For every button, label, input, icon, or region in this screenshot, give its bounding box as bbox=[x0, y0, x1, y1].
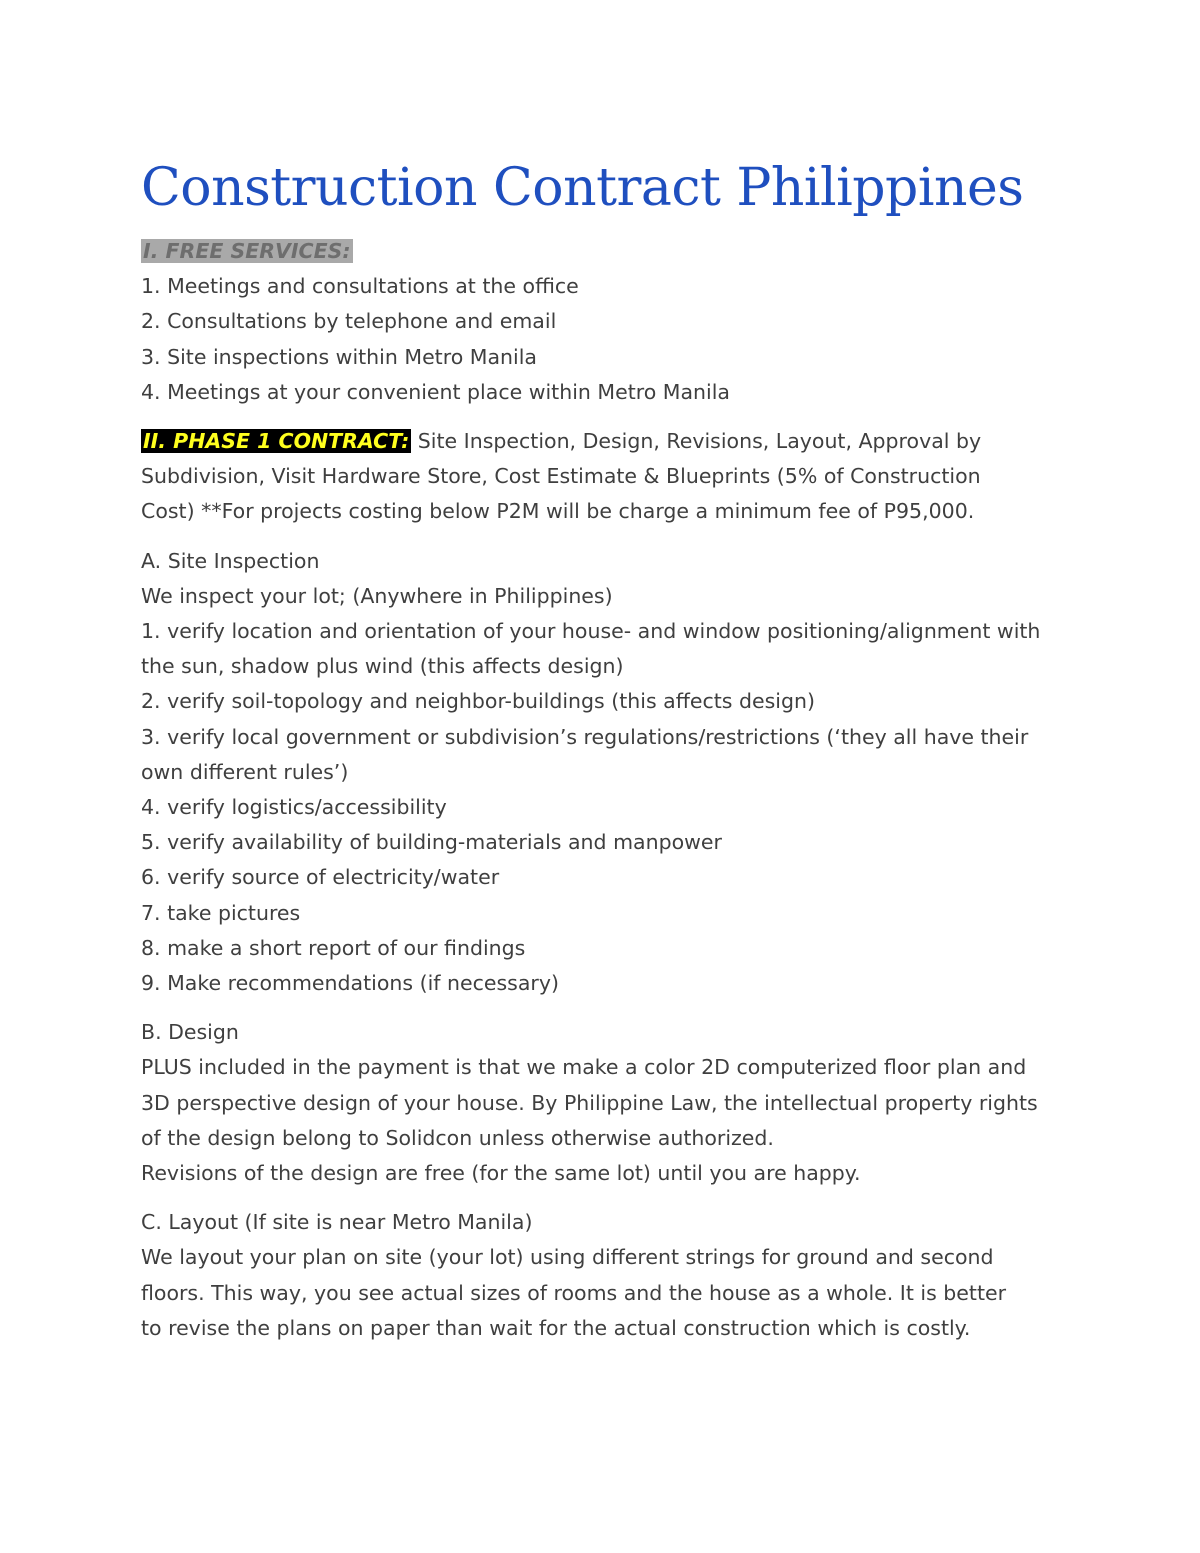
phase1-heading: II. PHASE 1 CONTRACT: bbox=[143, 429, 410, 454]
site-inspection-intro: We inspect your lot; (Anywhere in Philippines) bbox=[141, 583, 613, 608]
site-inspection-item: 8. make a short report of our findings bbox=[141, 935, 526, 960]
document-title: Construction Contract Philippines bbox=[141, 158, 1024, 218]
site-inspection-heading: A. Site Inspection bbox=[141, 548, 320, 573]
layout-line: floors. This way, you see actual sizes of rooms and the house as a whole. It is better bbox=[141, 1280, 1007, 1305]
design-line: 3D perspective design of your house. By Philippine Law, the intellectual property rights bbox=[141, 1090, 1038, 1115]
site-inspection-item: 1. verify location and orientation of your house- and window positioning/alignment with bbox=[141, 619, 1041, 644]
free-service-item: 2. Consultations by telephone and email bbox=[141, 309, 557, 334]
site-inspection-item: 4. verify logistics/accessibility bbox=[141, 795, 447, 820]
design-line: of the design belong to Solidcon unless otherwise authorized. bbox=[141, 1125, 774, 1150]
layout-section bbox=[141, 1205, 1066, 1346]
layout-line: We layout your plan on site (your lot) using different strings for ground and second bbox=[141, 1245, 994, 1270]
site-inspection-item: 9. Make recommendations (if necessary) bbox=[141, 971, 559, 996]
free-service-item: 4. Meetings at your convenient place within Metro Manila bbox=[141, 379, 730, 404]
phase1-text-1: Site Inspection, Design, Revisions, Layout, Approval by bbox=[411, 429, 982, 454]
phase1-line-1 bbox=[141, 424, 1066, 459]
site-inspection-item: 2. verify soil-topology and neighbor-buildings (this affects design) bbox=[141, 689, 815, 714]
free-services-section bbox=[141, 234, 1066, 410]
free-service-item: 3. Site inspections within Metro Manila bbox=[141, 344, 537, 369]
layout-heading: C. Layout (If site is near Metro Manila) bbox=[141, 1210, 533, 1235]
free-services-heading: I. FREE SERVICES: bbox=[143, 239, 351, 263]
design-line: Revisions of the design are free (for the same lot) until you are happy. bbox=[141, 1161, 861, 1186]
site-inspection-item: 5. verify availability of building-materials and manpower bbox=[141, 830, 722, 855]
phase1-text-3: Cost) **For projects costing below P2M will be charge a minimum fee of P95,000. bbox=[141, 499, 975, 524]
site-inspection-item: 3. verify local government or subdivision’s regulations/restrictions (‘they all have their bbox=[141, 724, 1029, 749]
design-line: PLUS included in the payment is that we make a color 2D computerized floor plan and bbox=[141, 1055, 1027, 1080]
document-page bbox=[141, 148, 1066, 1346]
design-section bbox=[141, 1015, 1066, 1191]
site-inspection-section bbox=[141, 544, 1066, 1002]
phase1-text-2: Subdivision, Visit Hardware Store, Cost Estimate & Blueprints (5% of Construction bbox=[141, 464, 981, 489]
design-heading: B. Design bbox=[141, 1020, 239, 1045]
phase1-section bbox=[141, 424, 1066, 530]
site-inspection-item: 6. verify source of electricity/water bbox=[141, 865, 500, 890]
site-inspection-item: own different rules’) bbox=[141, 759, 349, 784]
free-service-item: 1. Meetings and consultations at the office bbox=[141, 274, 579, 299]
free-services-heading-line bbox=[141, 234, 1066, 269]
site-inspection-item: the sun, shadow plus wind (this affects design) bbox=[141, 654, 624, 679]
layout-line: to revise the plans on paper than wait for the actual construction which is costly. bbox=[141, 1315, 971, 1340]
site-inspection-item: 7. take pictures bbox=[141, 900, 301, 925]
